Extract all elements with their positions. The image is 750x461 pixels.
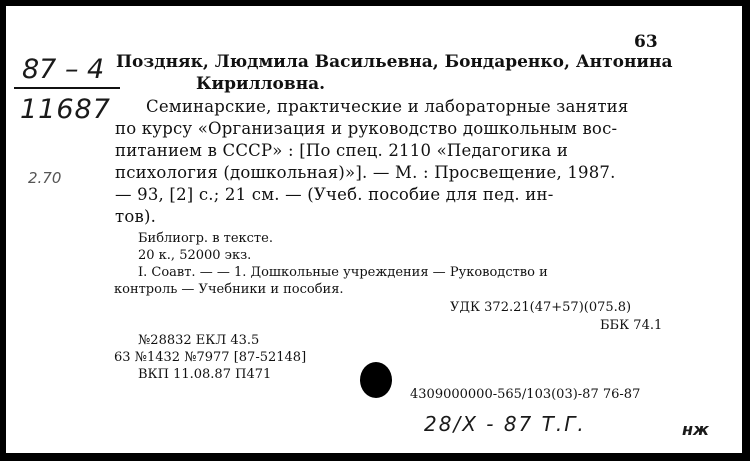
registration-code: 63 №1432 №7977 [87-52148]: [114, 350, 307, 365]
page-number: 63: [634, 32, 658, 52]
handwritten-mark: 2.70: [28, 169, 62, 187]
udk-code: УДК 372.21(47+57)(075.8): [450, 300, 632, 315]
registration-code: №28832 ЕКЛ 43.5: [138, 333, 260, 348]
punch-hole: [360, 362, 392, 398]
handwritten-code: 87 – 4: [22, 54, 105, 85]
body-line: — 93, [2] с.; 21 см. — (Учеб. пособие для пед. ин-: [115, 185, 554, 204]
registration-code: ВКП 11.08.87 П471: [138, 367, 272, 382]
body-line: психология (дошкольная)»]. — М. : Просвещение, 1987.: [115, 163, 616, 182]
subject-line-2: контроль — Учебники и пособия.: [114, 282, 344, 297]
catalog-card: [6, 6, 742, 453]
handwritten-number: 11687: [20, 94, 111, 125]
body-line: питанием в СССР» : [По спец. 2110 «Педагогика и: [115, 141, 569, 160]
subject-line: I. Соавт. — — 1. Дошкольные учреждения — Руководство и: [138, 265, 548, 280]
underline: [14, 87, 120, 89]
author-line-2: Кирилловна.: [196, 74, 326, 94]
note-bibliography: Библиогр. в тексте.: [138, 231, 273, 246]
author-line: Поздняк, Людмила Васильевна, Бондаренко, Антонина: [116, 52, 673, 72]
isbn-code: 4309000000-565/103(03)-87 76-87: [410, 387, 641, 402]
body-line: тов).: [115, 207, 157, 226]
handwritten-date: 28/Х - 87 Т.Г.: [424, 412, 586, 436]
body-line: по курсу «Организация и руководство дошкольным вос-: [115, 119, 618, 138]
handwritten-corner: нж: [682, 420, 709, 439]
bbk-code: ББК 74.1: [600, 318, 663, 333]
note-price: 20 к., 52000 экз.: [138, 248, 252, 263]
body-line: Семинарские, практические и лабораторные занятия: [146, 97, 629, 116]
